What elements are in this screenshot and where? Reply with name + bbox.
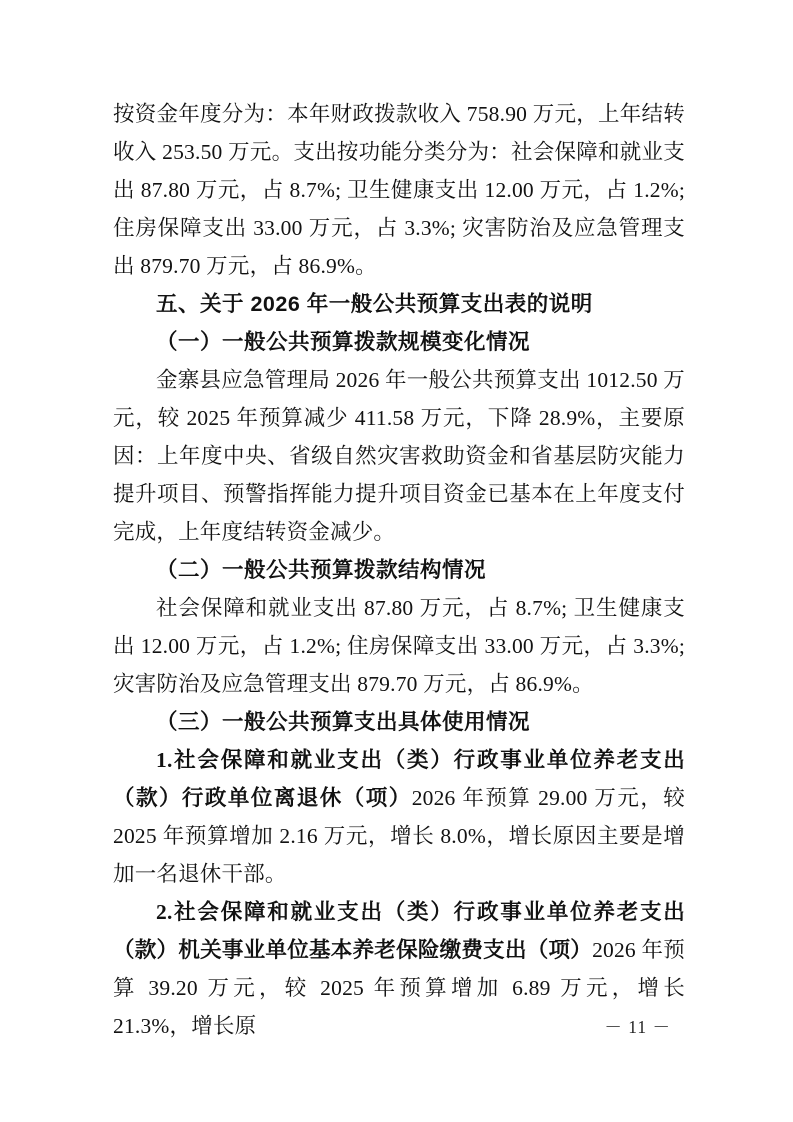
item-1-title: 1.社会保障和就业支出（类）行政事业单位养老支出（款）行政单位离退休（项）: [113, 748, 685, 810]
page-number: － 11 －: [604, 1017, 671, 1037]
section-heading-5: 五、关于 2026 年一般公共预算支出表的说明: [156, 292, 593, 316]
document-body: [113, 95, 685, 1045]
paragraph-item-1: [113, 741, 685, 893]
paragraph-scale-change: 金寨县应急管理局 2026 年一般公共预算支出 1012.50 万元，较 2025 年预算减少 411.58 万元，下降 28.9%，主要原因：上年度中央、省级自然灾害救助资金和省基层防灾能力提升项目、预警指挥能力提升项目资金已基本在上年度支付完成，上年度结转资金减少。: [113, 368, 685, 544]
paragraph-funding-year-breakdown: 按资金年度分为：本年财政拨款收入 758.90 万元，上年结转收入 253.50 万元。支出按功能分类分为：社会保障和就业支出 87.80 万元，占 8.7%; 卫生健康支出 12.00 万元，占 1.2%; 住房保障支出 33.00 万元，占 3.3%; 灾害防治及应急管理支出 879.70 万元，占 86.9%。: [113, 102, 685, 278]
subsection-heading-3: （三）一般公共预算支出具体使用情况: [156, 710, 531, 734]
item-2-title: 2.社会保障和就业支出（类）行政事业单位养老支出（款）机关事业单位基本养老保险缴费支出（项）: [113, 900, 685, 962]
item-2-detail: 2026 年预算 39.20 万元，较 2025 年预算增加 6.89 万元，增长 21.3%，增长原: [113, 938, 686, 1038]
subsection-heading-1: （一）一般公共预算拨款规模变化情况: [156, 330, 531, 354]
paragraph-structure: 社会保障和就业支出 87.80 万元，占 8.7%; 卫生健康支出 12.00 万元，占 1.2%; 住房保障支出 33.00 万元，占 3.3%; 灾害防治及应急管理支出 879.70 万元，占 86.9%。: [113, 596, 685, 696]
item-1-detail: 2026 年预算 29.00 万元，较 2025 年预算增加 2.16 万元，增长 8.0%，增长原因主要是增加一名退休干部。: [113, 786, 685, 886]
paragraph-item-2: [113, 893, 685, 1045]
subsection-heading-2: （二）一般公共预算拨款结构情况: [156, 558, 487, 582]
